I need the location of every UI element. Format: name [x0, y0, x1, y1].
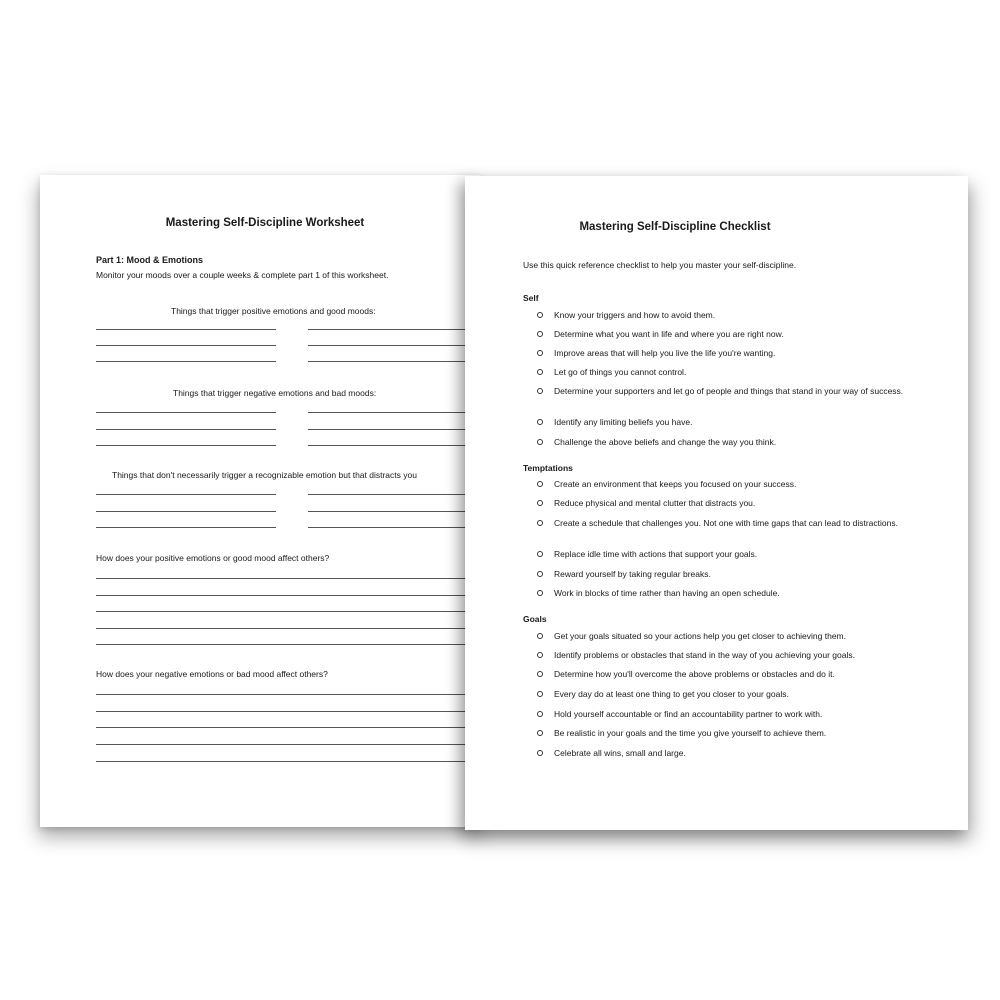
- answer-line: [96, 595, 480, 596]
- circle-bullet-icon: [537, 500, 543, 506]
- circle-bullet-icon: [537, 571, 543, 577]
- worksheet-prompt-positive: Things that trigger positive emotions and good moods:: [171, 306, 376, 316]
- answer-line: [308, 361, 480, 362]
- circle-bullet-icon: [537, 369, 543, 375]
- worksheet-part-heading: Part 1: Mood & Emotions: [96, 255, 204, 265]
- circle-bullet-icon: [537, 750, 543, 756]
- answer-line: [96, 727, 480, 728]
- circle-bullet-icon: [537, 312, 543, 318]
- answer-line: [96, 744, 480, 745]
- answer-line: [308, 494, 480, 495]
- circle-bullet-icon: [537, 481, 543, 487]
- answer-line: [96, 345, 276, 346]
- answer-line: [96, 527, 276, 528]
- answer-line: [96, 412, 276, 413]
- answer-line: [96, 494, 276, 495]
- checklist-intro: Use this quick reference checklist to help you master your self-discipline.: [523, 260, 797, 270]
- circle-bullet-icon: [537, 633, 543, 639]
- worksheet-prompt-negative: Things that trigger negative emotions and bad moods:: [173, 388, 377, 398]
- circle-bullet-icon: [537, 730, 543, 736]
- worksheet-prompt-neutral: Things that don't necessarily trigger a recognizable emotion but that distracts you: [112, 470, 417, 480]
- answer-line: [308, 429, 480, 430]
- circle-bullet-icon: [537, 590, 543, 596]
- answer-line: [96, 429, 276, 430]
- answer-line: [96, 578, 480, 579]
- circle-bullet-icon: [537, 551, 543, 557]
- circle-bullet-icon: [537, 671, 543, 677]
- section-heading-temptations: Temptations: [523, 463, 573, 473]
- answer-line: [96, 361, 276, 362]
- circle-bullet-icon: [537, 711, 543, 717]
- worksheet-page: [40, 175, 480, 827]
- section-heading-self: Self: [523, 293, 539, 303]
- circle-bullet-icon: [537, 520, 543, 526]
- answer-line: [96, 694, 480, 695]
- answer-line: [308, 445, 480, 446]
- circle-bullet-icon: [537, 388, 543, 394]
- answer-line: [308, 412, 480, 413]
- answer-line: [96, 644, 480, 645]
- circle-bullet-icon: [537, 331, 543, 337]
- answer-line: [308, 345, 480, 346]
- circle-bullet-icon: [537, 691, 543, 697]
- checklist-page: Mastering Self-Discipline Checklist Use this quick reference checklist to help you master your self-discipline. Self Know your triggers and how to avoid them. Determine what you want in life and where you are right now. Improve areas that will help you live the life you're wanting. Let go of things you cannot control. Determine your supporters and let go of people and things that stand in your way of success. Identify any limiting beliefs you have. Challenge the above beliefs and change the way you think. Temptations Create an environment that keeps you focused on your success. Reduce physical and mental clutter that distracts you. Create a schedule that challenges you. Not one with time gaps that can lead to distractions. Replace idle time with actions that support your goals. Reward yourself by taking regular breaks. Work in blocks of time rather than having an open schedule. Goals Get your goals situated so your actions help you get closer to achieving them. Identify problems or obstacles that stand in the way of you achieving your goals. Determine how you'll overcome the above problems or obstacles and do it. Every day do at least one thing to get you closer to your goals. Hold yourself accountable or find an accountability partner to work with. Be realistic in your goals and the time you give yourself to achieve them. Celebrate all wins, small and large.: [465, 176, 968, 830]
- circle-bullet-icon: [537, 419, 543, 425]
- checklist-title: Mastering Self-Discipline Checklist: [579, 221, 771, 233]
- worksheet-question-negative: How does your negative emotions or bad mood affect others?: [96, 669, 328, 679]
- answer-line: [96, 611, 480, 612]
- worksheet-question-positive: How does your positive emotions or good mood affect others?: [96, 553, 330, 563]
- worksheet-content: [40, 175, 480, 827]
- circle-bullet-icon: [537, 652, 543, 658]
- answer-line: [96, 329, 276, 330]
- circle-bullet-icon: [537, 439, 543, 445]
- answer-line: [96, 761, 480, 762]
- answer-line: [96, 445, 276, 446]
- section-heading-goals: Goals: [523, 614, 547, 624]
- worksheet-intro: Monitor your moods over a couple weeks & complete part 1 of this worksheet.: [96, 270, 389, 280]
- answer-line: [96, 628, 480, 629]
- worksheet-title: Mastering Self-Discipline Worksheet: [165, 217, 365, 229]
- answer-line: [96, 711, 480, 712]
- answer-line: [96, 511, 276, 512]
- answer-line: [308, 527, 480, 528]
- circle-bullet-icon: [537, 350, 543, 356]
- answer-line: [308, 329, 480, 330]
- answer-line: [308, 511, 480, 512]
